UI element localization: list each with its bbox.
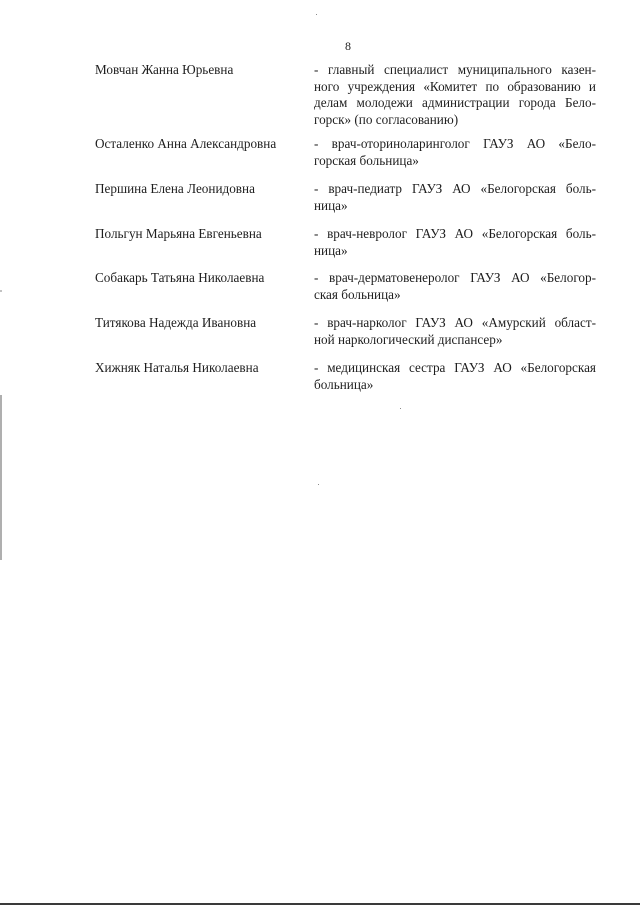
role-line: больница»	[314, 376, 374, 392]
role-line: горск» (по согласованию)	[314, 111, 459, 127]
scan-speck	[318, 484, 319, 485]
role-line: - врач-оториноларинголог ГАУЗ АО «Бело-	[314, 136, 596, 151]
member-role	[314, 270, 596, 303]
role-line: ной наркологический диспансер»	[314, 331, 503, 347]
member-name: Хижняк Наталья Николаевна	[95, 360, 259, 375]
page-number: 8	[345, 39, 351, 53]
role-line: - врач-невролог ГАУЗ АО «Белогорская боль-	[314, 226, 596, 241]
member-role	[314, 315, 596, 348]
role-line: - врач-педиатр ГАУЗ АО «Белогорская боль-	[314, 181, 596, 196]
scan-speck	[316, 14, 317, 15]
role-line: ская больница»	[314, 286, 401, 302]
member-name: Собакарь Татьяна Николаевна	[95, 270, 265, 285]
role-line: делам молодежи администрации города Бело-	[314, 95, 596, 110]
member-name: Першина Елена Леонидовна	[95, 181, 255, 196]
role-line: - врач-нарколог ГАУЗ АО «Амурский област-	[314, 315, 596, 330]
role-line: ница»	[314, 197, 348, 213]
member-role	[314, 62, 596, 128]
role-line: горская больница»	[314, 152, 419, 168]
member-name: Мовчан Жанна Юрьевна	[95, 62, 234, 77]
role-line: ница»	[314, 242, 348, 258]
member-name: Осталенко Анна Александровна	[95, 136, 277, 151]
scan-left-edge	[0, 0, 2, 905]
role-line: - медицинская сестра ГАУЗ АО «Белогорская	[314, 360, 596, 375]
role-line: - врач-дерматовенеролог ГАУЗ АО «Белогор-	[314, 270, 596, 285]
role-line: ного учреждения «Комитет по образованию и	[314, 78, 596, 94]
member-role	[314, 136, 596, 169]
member-role	[314, 226, 596, 259]
member-role	[314, 181, 596, 214]
role-line: - главный специалист муниципального казен-	[314, 62, 596, 77]
member-role	[314, 360, 596, 393]
member-name: Титякова Надежда Ивановна	[95, 315, 257, 330]
member-name: Польгун Марьяна Евгеньевна	[95, 226, 262, 241]
scan-speck	[400, 408, 401, 409]
